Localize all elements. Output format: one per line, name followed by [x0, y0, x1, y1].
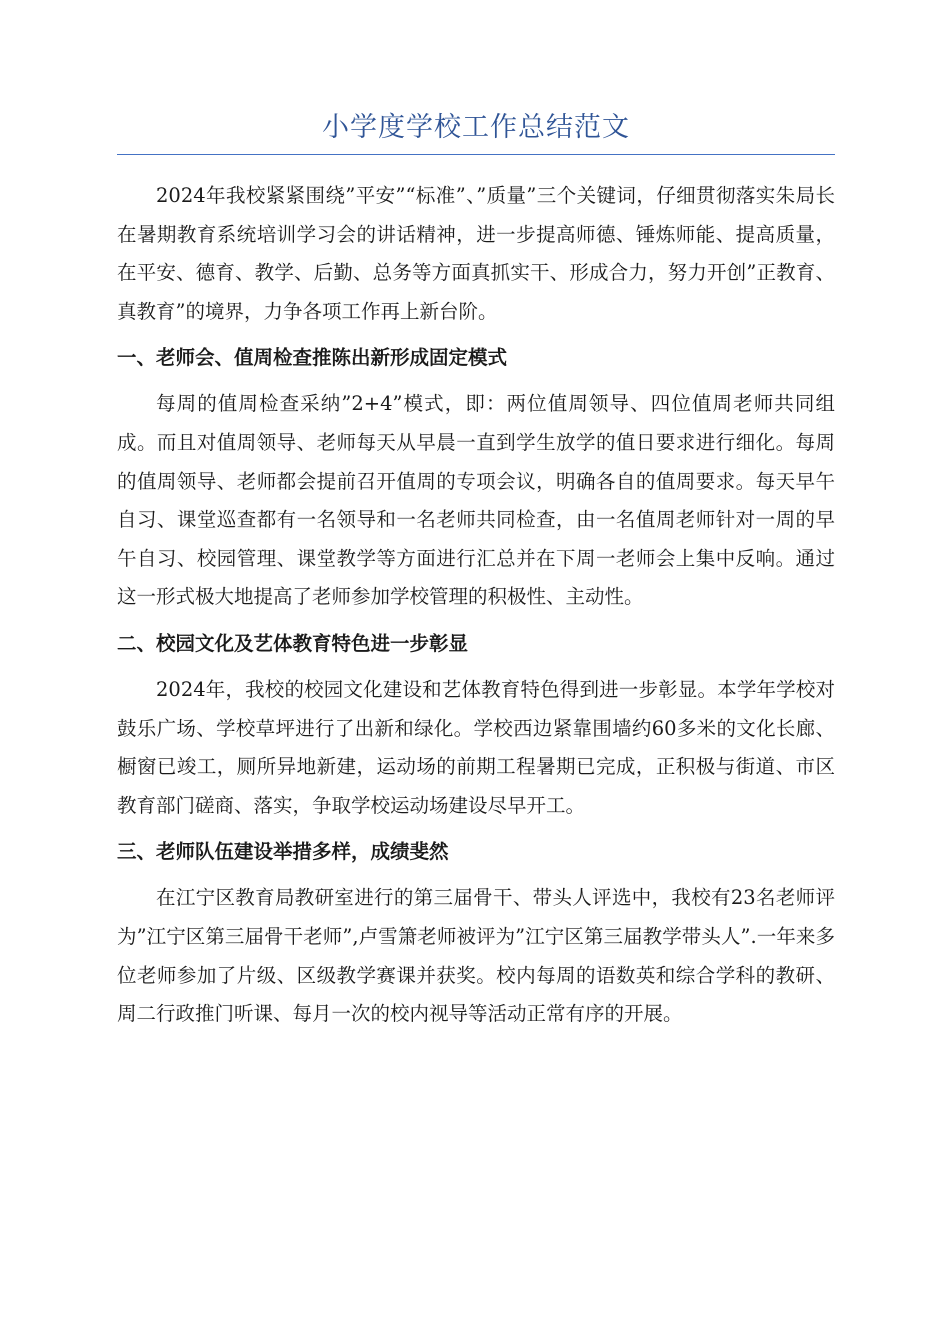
section-heading-2: 二、校园文化及艺体教育特色进一步彰显 — [117, 631, 469, 655]
intro-paragraph: 2024年我校紧紧围绕”平安”“标准”、”质量”三个关键词，仔细贯彻落实朱局长在暑期教育系统培训学习会的讲话精神，进一步提高师德、锤炼师能、提高质量，在平安、德育、教学、后勤、总务等方面真抓实干、形成合力，努力开创”正教育、真教育”的境界，力争各项工作再上新台阶。 — [117, 184, 835, 323]
section-heading-3: 三、老师队伍建设举措多样，成绩斐然 — [117, 840, 449, 864]
section-paragraph-3: 在江宁区教育局教研室进行的第三届骨干、带头人评选中，我校有23名老师评为”江宁区第三届骨干老师”,卢雪箫老师被评为”江宁区第三届教学带头人”.一年来多位老师参加了片级、区级教学赛课并获奖。校内每周的语数英和综合学科的教研、周二行政推门听课、每月一次的校内视导等活动正常有序的开展。 — [117, 886, 835, 1026]
section-paragraph-1: 每周的值周检查采纳”2+4”模式，即：两位值周领导、四位值周老师共同组成。而且对值周领导、老师每天从早晨一直到学生放学的值日要求进行细化。每周的值周领导、老师都会提前召开值周的专项会议，明确各自的值周要求。每天早午自习、课堂巡查都有一名领导和一名老师共同检查，由一名值周老师针对一周的早午自习、校园管理、课堂教学等方面进行汇总并在下周一老师会上集中反响。通过这一形式极大地提高了老师参加学校管理的积极性、主动性。 — [117, 392, 835, 609]
document-title: 小学度学校工作总结范文 — [322, 112, 630, 143]
title-underline — [117, 154, 835, 155]
section-heading-1: 一、老师会、值周检查推陈出新形成固定模式 — [117, 346, 508, 370]
document-page — [117, 108, 835, 1034]
section-paragraph-2: 2024年，我校的校园文化建设和艺体教育特色得到进一步彰显。本学年学校对鼓乐广场、学校草坪进行了出新和绿化。学校西边紧靠围墙约60多米的文化长廊、橱窗已竣工，厕所异地新建，运动场的前期工程暑期已完成，正积极与街道、市区教育部门磋商、落实，争取学校运动场建设尽早开工。 — [117, 677, 835, 817]
